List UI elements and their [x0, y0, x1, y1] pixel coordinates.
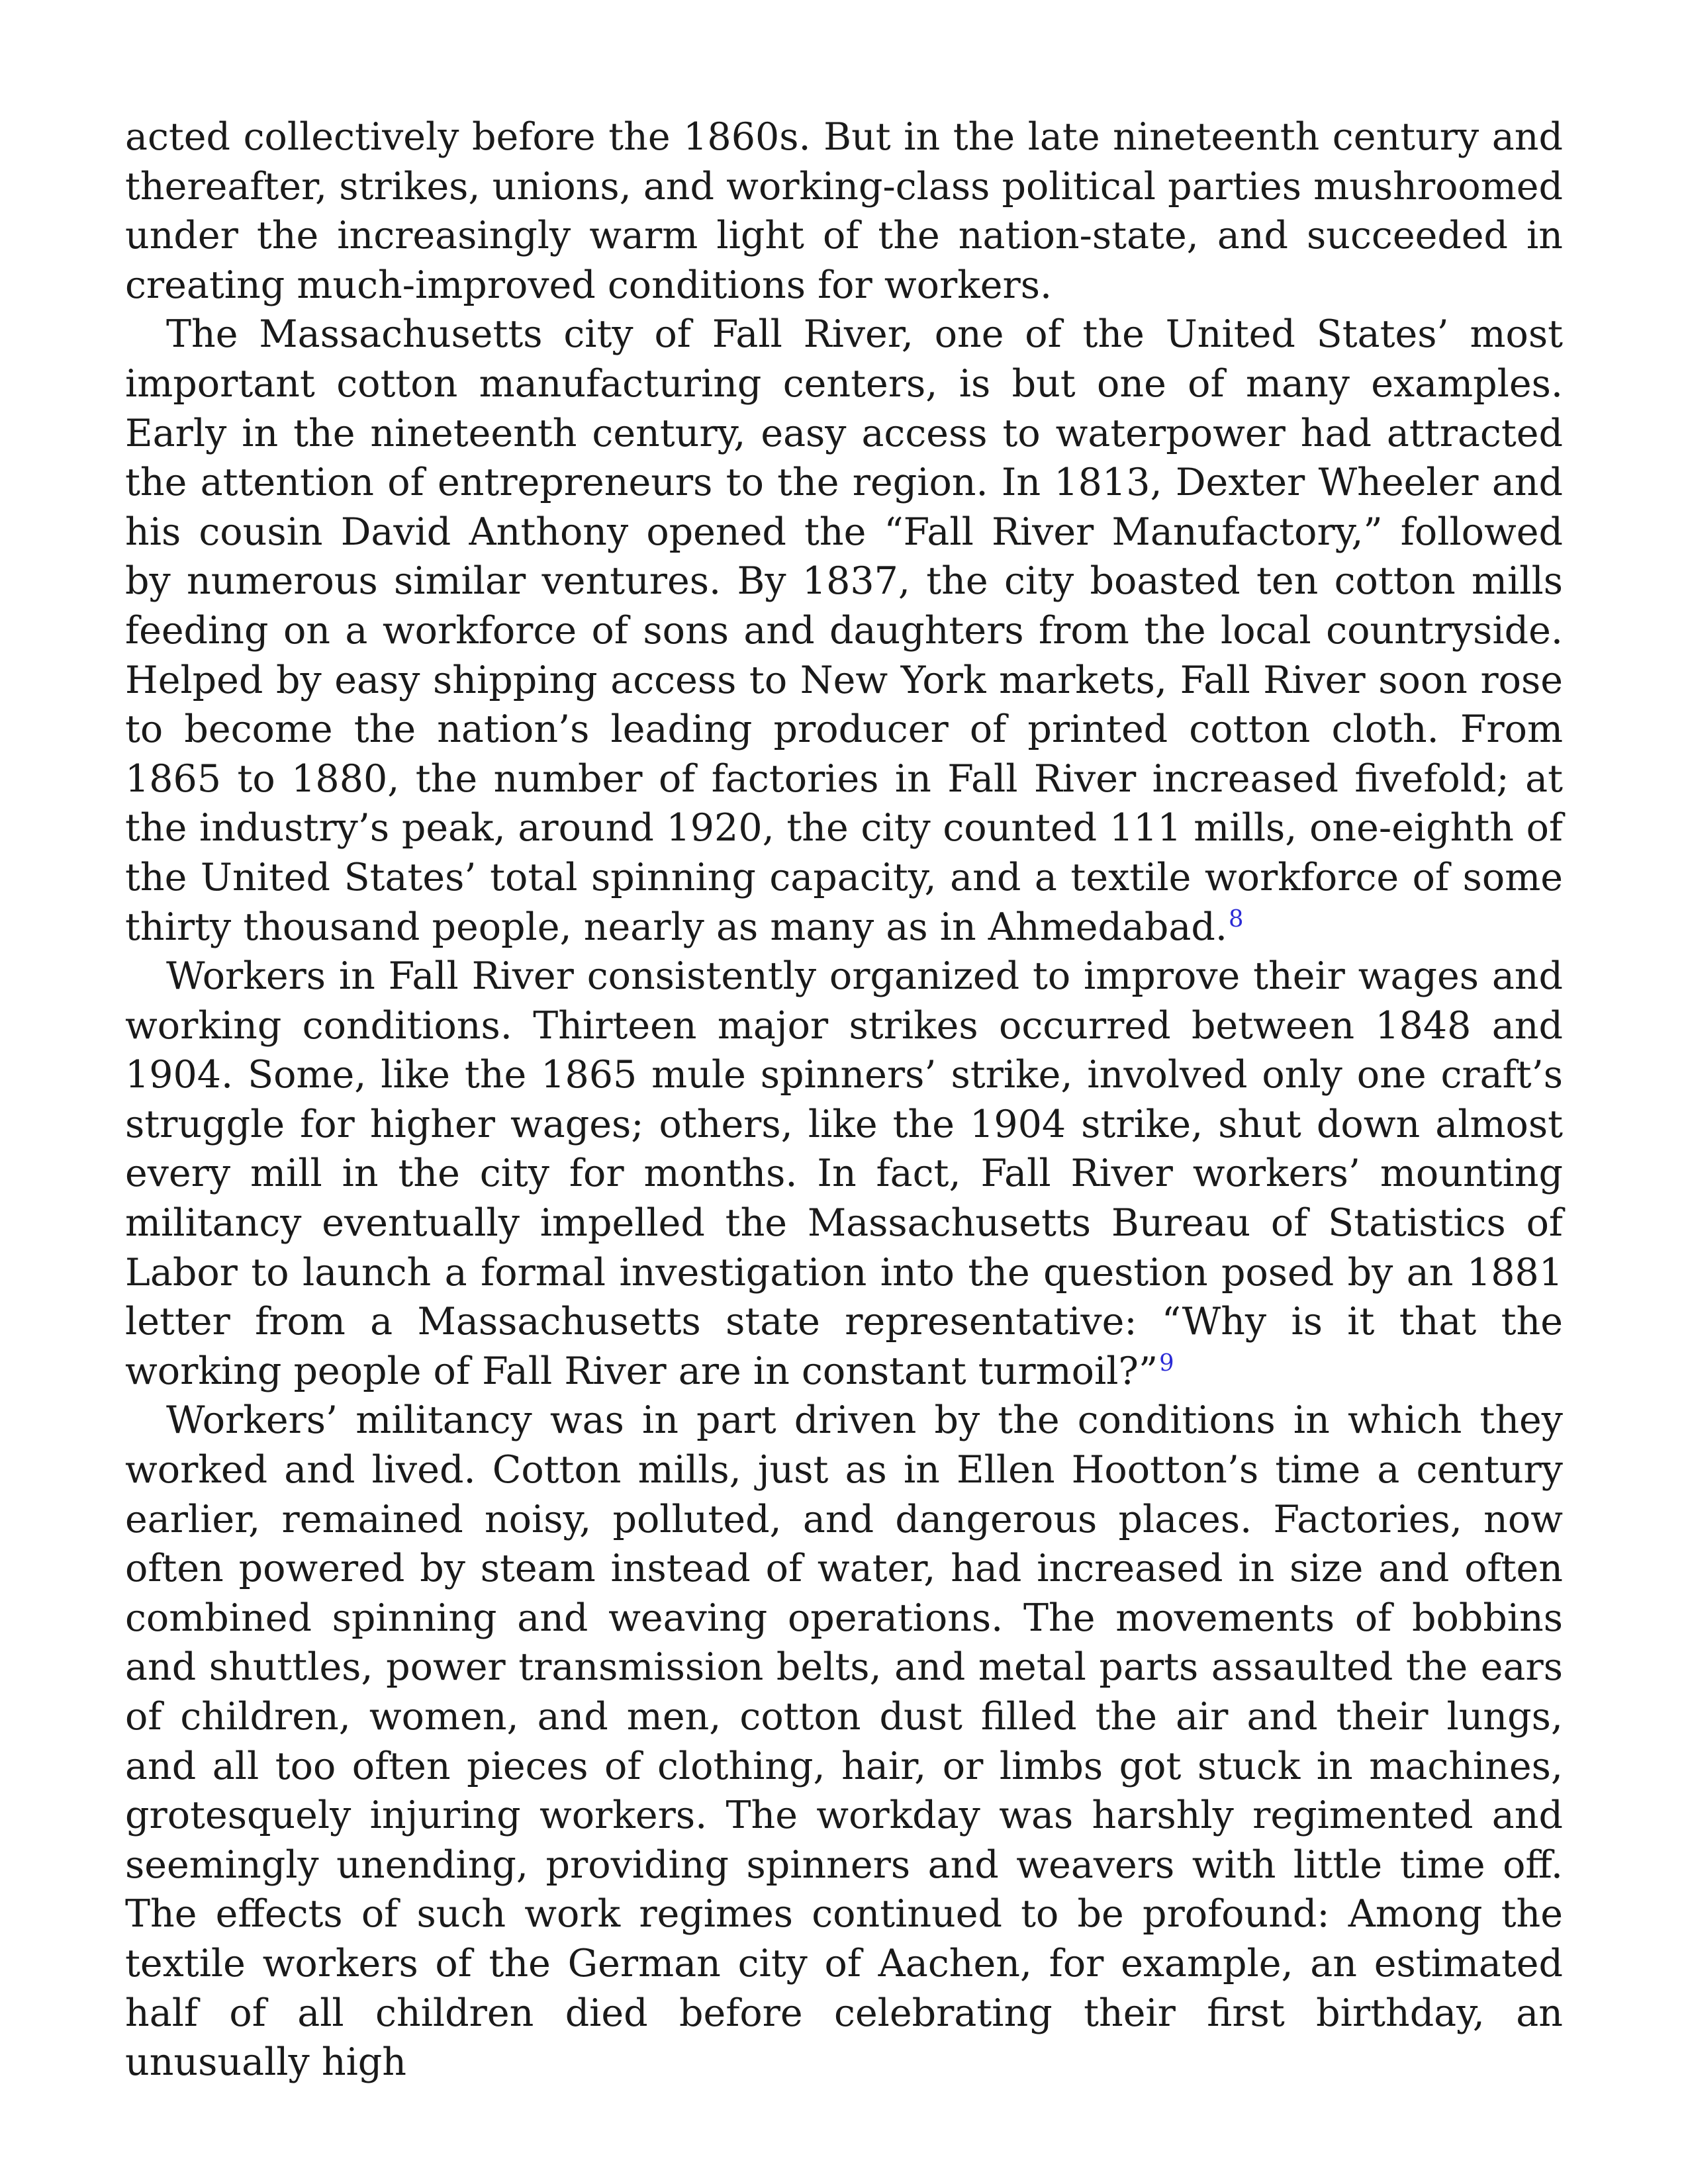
paragraph-3 [125, 952, 1563, 1396]
paragraph-3-text: Workers in Fall River consistently organized to improve their wages and working conditions. Thirteen major strikes occurred between 1848 and 1904. Some, like the 1865 mule spinners’ strike, involved only one craft’s struggle for higher wages; others, like the 1904 strike, shut down almost every mill in the city for months. In fact, Fall River workers’ mounting militancy eventually impelled the Massachusetts Bureau of Statistics of Labor to launch a formal investigation into the question posed by an 1881 letter from a Massachusetts state representative: “Why is it that the working people of Fall River are in constant turmoil?” [125, 954, 1563, 1393]
paragraph-2-text: The Massachusetts city of Fall River, one of the United States’ most important cotton manufacturing centers, is but one of many examples. Early in the nineteenth century, easy access to waterpower had attracted the attention of entrepreneurs to the region. In 1813, Dexter Wheeler and his cousin David Anthony opened the “Fall River Manufactory,” followed by numerous similar ventures. By 1837, the city boasted ten cotton mills feeding on a workforce of sons and daughters from the local countryside. Helped by easy shipping access to New York markets, Fall River soon rose to become the nation’s leading producer of printed cotton cloth. From 1865 to 1880, the number of factories in Fall River increased fivefold; at the industry’s peak, around 1920, the city counted 111 mills, one-eighth of the United States’ total spinning capacity, and a textile workforce of some thirty thousand people, nearly as many as in Ahmedabad. [125, 312, 1563, 949]
footnote-marker-9[interactable]: 9 [1159, 1349, 1174, 1377]
paragraph-4 [125, 1396, 1563, 2087]
page-body [125, 113, 1563, 2087]
paragraph-1-text: acted collectively before the 1860s. But in the late nineteenth century and thereafter, strikes, unions, and working-class political parties mushroomed under the increasingly warm light of the nation-state, and succeeded in creating much-improved conditions for workers. [125, 115, 1563, 307]
footnote-marker-8[interactable]: 8 [1229, 905, 1244, 933]
paragraph-2 [125, 310, 1563, 952]
paragraph-1 [125, 113, 1563, 310]
paragraph-4-text: Workers’ militancy was in part driven by the conditions in which they worked and lived. Cotton mills, just as in Ellen Hootton’s time a century earlier, remained noisy, polluted, and dangerous places. Factories, now often powered by steam instead of water, had increased in size and often combined spinning and weaving operations. The movements of bobbins and shuttles, power transmission belts, and metal parts assaulted the ears of children, women, and men, cotton dust filled the air and their lungs, and all too often pieces of clothing, hair, or limbs got stuck in machines, grotesquely injuring workers. The workday was harshly regimented and seemingly unending, providing spinners and weavers with little time off. The effects of such work regimes continued to be profound: Among the textile workers of the German city of Aachen, for example, an estimated half of all children died before celebrating their first birthday, an unusually high [125, 1398, 1563, 2085]
